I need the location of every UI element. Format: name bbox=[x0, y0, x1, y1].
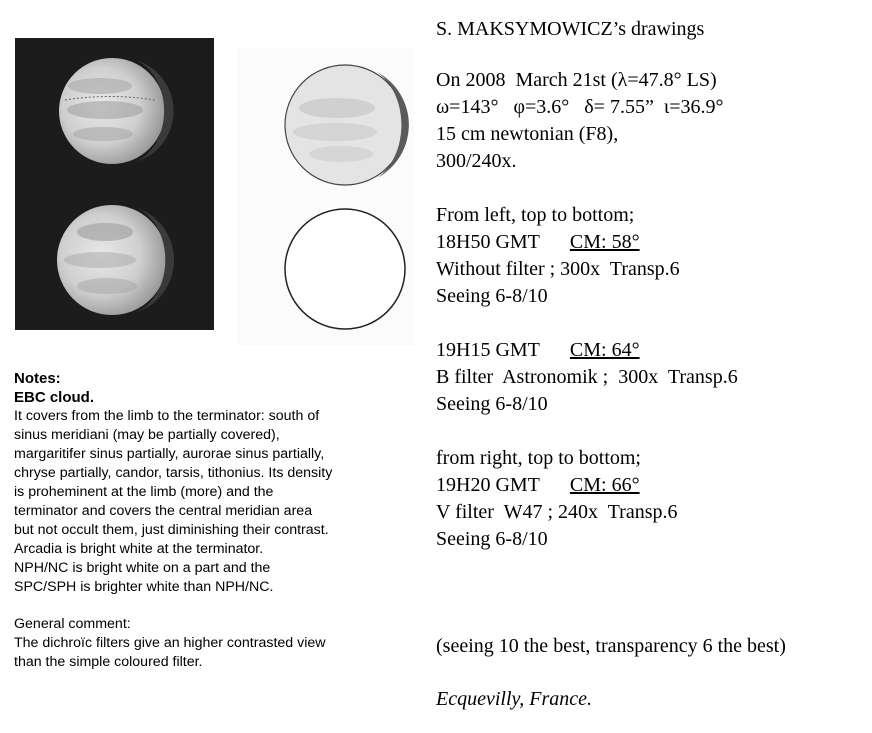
notes-line: terminator and covers the central meridian area bbox=[14, 503, 313, 519]
session-3-cm: CM: 66° bbox=[569, 474, 640, 496]
session-3-time-line bbox=[436, 472, 640, 499]
notes-line: margaritifer sinus partially, aurorae sinus partially, bbox=[14, 446, 325, 462]
magnification: 300/240x. bbox=[436, 150, 517, 172]
session-1-filter: Without filter ; 300x Transp.6 bbox=[436, 258, 680, 280]
session-1-seeing: Seeing 6-8/10 bbox=[436, 285, 548, 307]
notes-line: NPH/NC is bright white on a part and the bbox=[14, 560, 271, 576]
session-1-time-line bbox=[436, 229, 640, 256]
notes-line: chryse partially, candor, tarsis, tithonius. Its density bbox=[14, 465, 333, 481]
observation-date: On 2008 March 21st (λ=47.8° LS) bbox=[436, 69, 717, 91]
session-3-time: 19H20 GMT bbox=[436, 474, 540, 496]
observation-params: ω=143° φ=3.6° δ= 7.55” ι=36.9° bbox=[436, 96, 724, 118]
notes-line: sinus meridiani (may be partially covered), bbox=[14, 427, 280, 443]
notes-section bbox=[14, 369, 404, 672]
session-3-seeing: Seeing 6-8/10 bbox=[436, 528, 548, 550]
notes-line: Arcadia is bright white at the terminator. bbox=[14, 541, 264, 557]
planet-drawing-2 bbox=[57, 205, 174, 315]
notes-line: but not occult them, just diminishing their contrast. bbox=[14, 522, 329, 538]
notes-line: is proheminent at the limb (more) and the bbox=[14, 484, 274, 500]
notes-body bbox=[14, 407, 404, 597]
notes-subheading: EBC cloud. bbox=[14, 389, 95, 406]
session-2-seeing: Seeing 6-8/10 bbox=[436, 393, 548, 415]
planet-drawing-4 bbox=[285, 209, 405, 329]
general-comment bbox=[14, 615, 404, 672]
location: Ecquevilly, France. bbox=[436, 688, 593, 710]
session-1-time: 18H50 GMT bbox=[436, 231, 540, 253]
general-comment-line: The dichroïc filters give an higher contrasted view bbox=[14, 635, 326, 651]
left-heading: From left, top to bottom; bbox=[436, 204, 635, 226]
general-comment-heading: General comment: bbox=[14, 616, 131, 632]
session-2-time: 19H15 GMT bbox=[436, 339, 540, 361]
planet-drawing-1 bbox=[59, 58, 174, 164]
session-2-time-line bbox=[436, 337, 640, 364]
notes-line: It covers from the limb to the terminator: south of bbox=[14, 408, 320, 424]
notes-line: SPC/SPH is brighter white than NPH/NC. bbox=[14, 579, 274, 595]
scale-note: (seeing 10 the best, transparency 6 the best) bbox=[436, 635, 786, 657]
right-heading: from right, top to bottom; bbox=[436, 447, 641, 469]
session-1-cm: CM: 58° bbox=[569, 231, 640, 253]
page-title: S. MAKSYMOWICZ’s drawings bbox=[436, 18, 705, 40]
drawing-panel-light bbox=[237, 48, 414, 346]
planet-drawing-3 bbox=[285, 65, 409, 185]
session-2-cm: CM: 64° bbox=[569, 339, 640, 361]
instrument: 15 cm newtonian (F8), bbox=[436, 123, 619, 145]
drawing-panel-dark bbox=[15, 38, 214, 330]
session-2-filter: B filter Astronomik ; 300x Transp.6 bbox=[436, 366, 738, 388]
general-comment-line: than the simple coloured filter. bbox=[14, 654, 203, 670]
session-3-filter: V filter W47 ; 240x Transp.6 bbox=[436, 501, 678, 523]
notes-heading: Notes: bbox=[14, 370, 61, 387]
